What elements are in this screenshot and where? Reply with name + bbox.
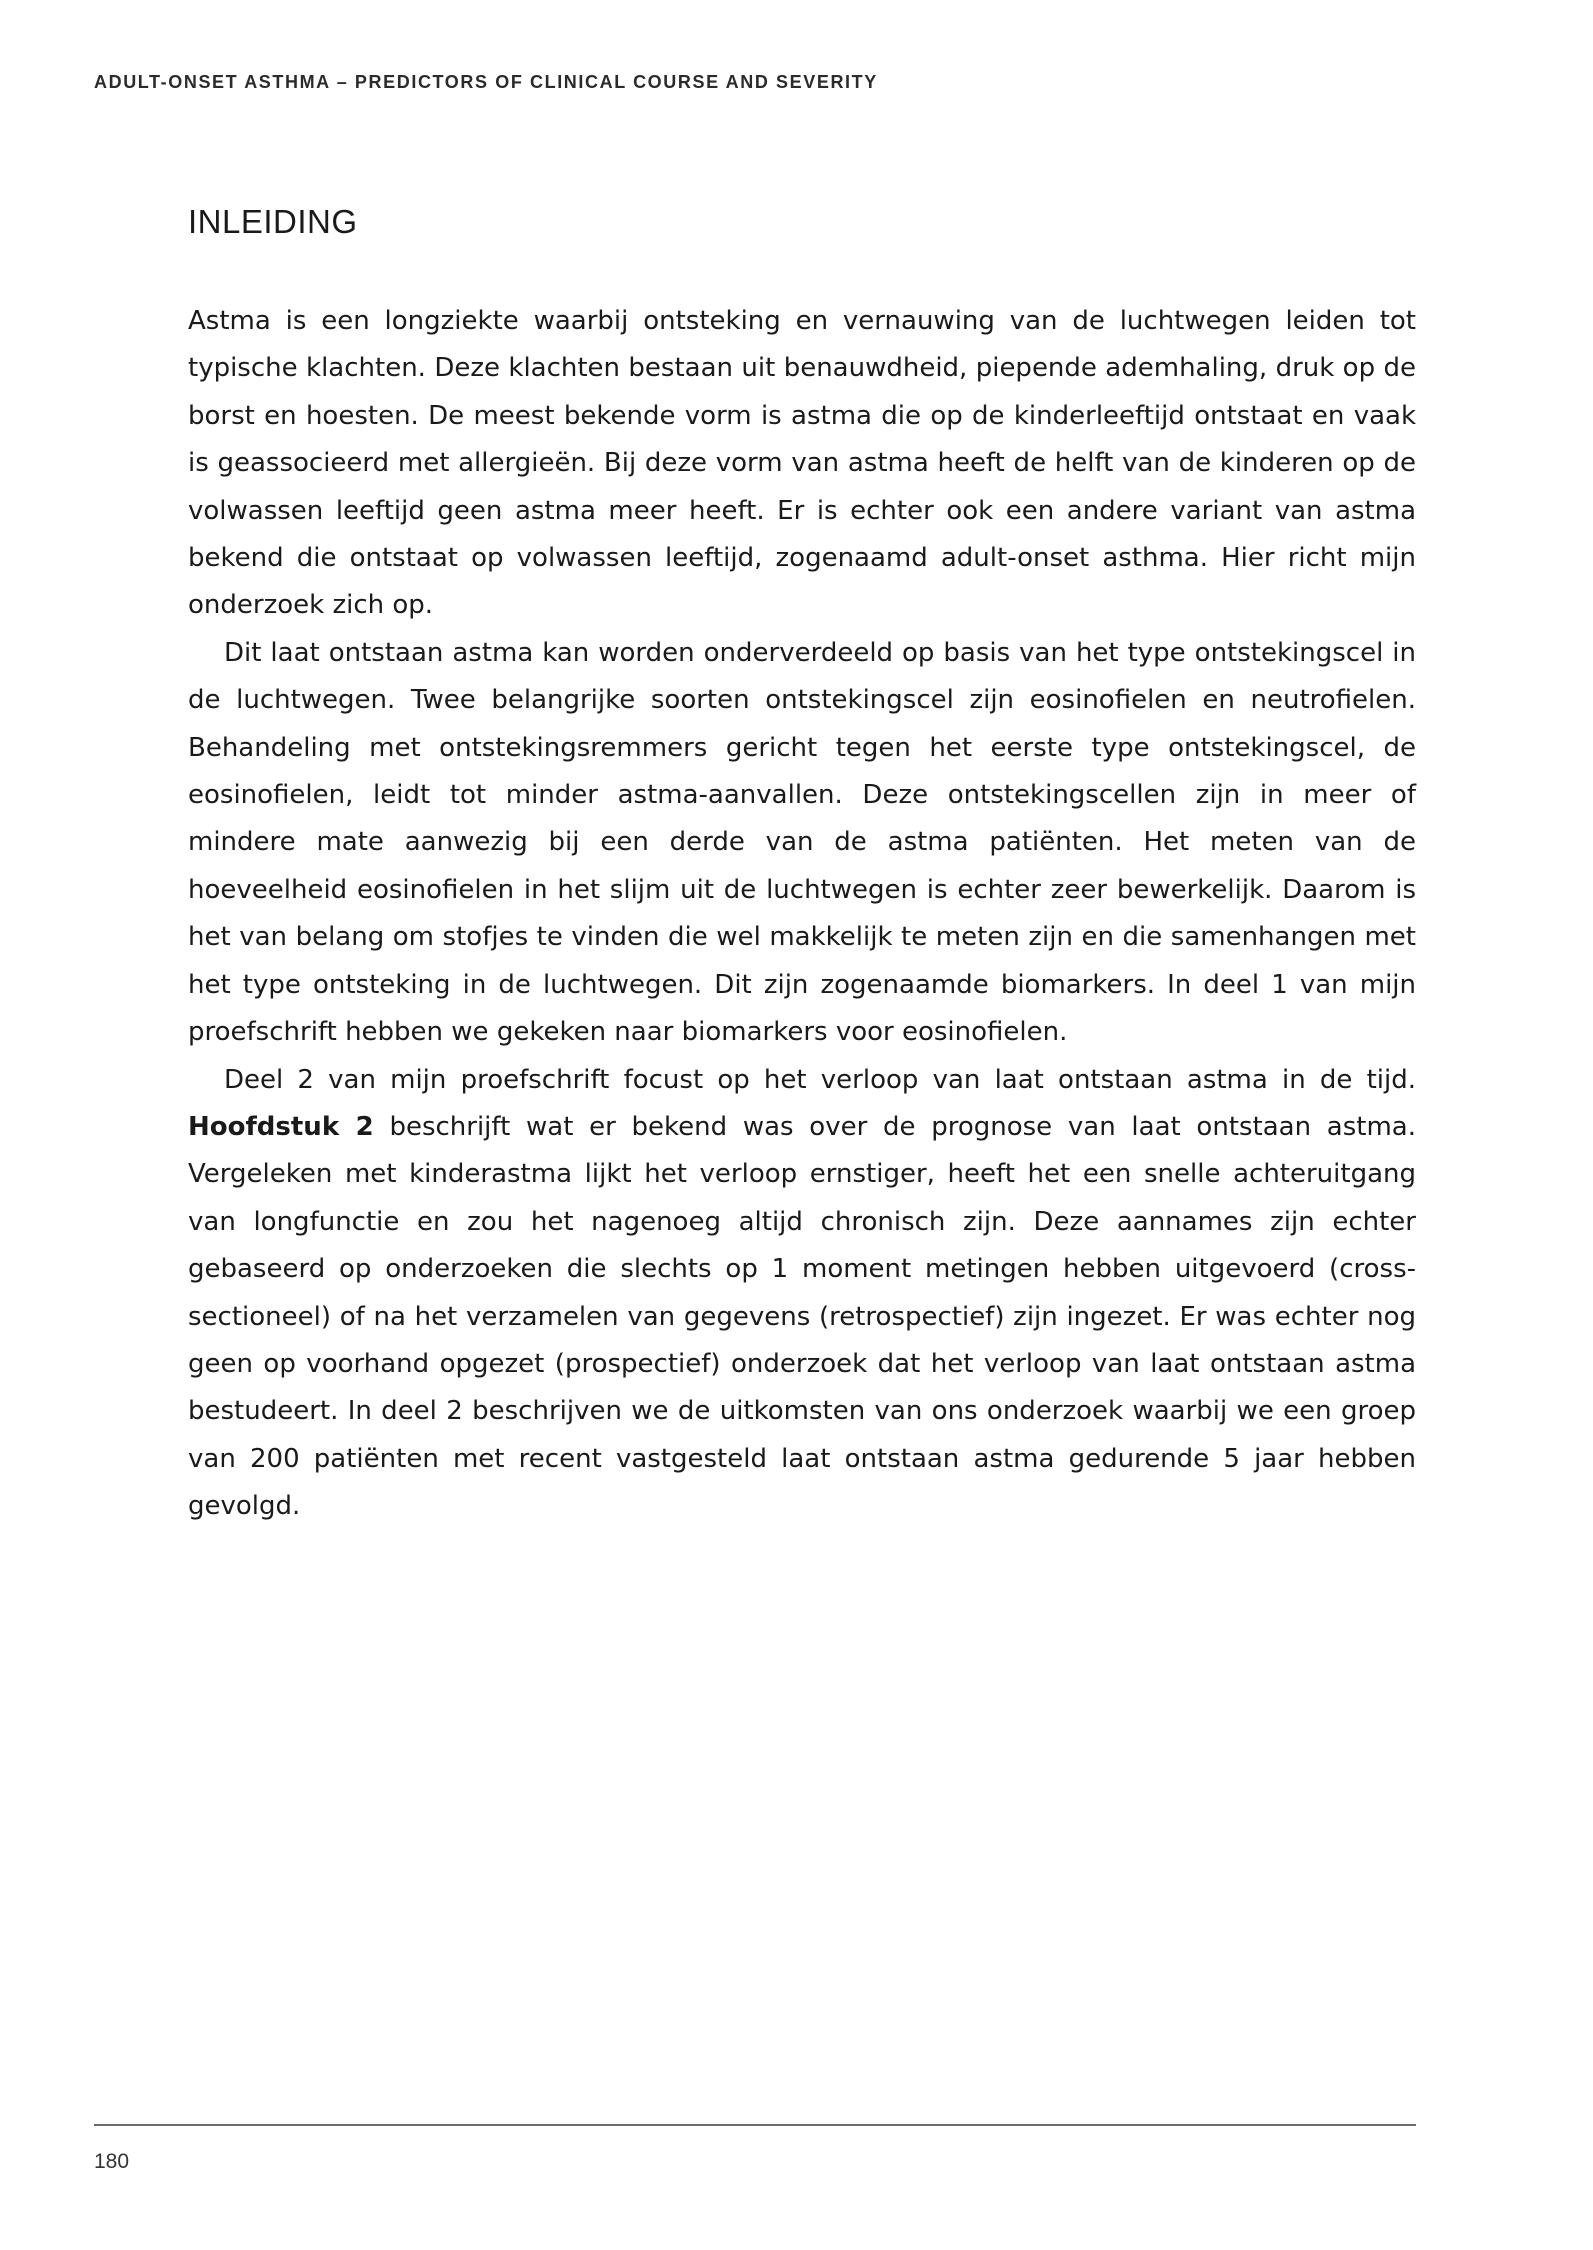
footer-rule xyxy=(94,2124,1416,2126)
paragraph-3 xyxy=(188,1057,1416,1531)
section-title: INLEIDING xyxy=(188,203,358,240)
running-header: ADULT-ONSET ASTHMA – PREDICTORS OF CLINICAL COURSE AND SEVERITY xyxy=(94,72,878,92)
page-number: 180 xyxy=(94,2150,130,2173)
paragraph-3-intro: Deel 2 van mijn proefschrift focust op het verloop van laat ontstaan astma in de tijd. xyxy=(224,1064,1416,1095)
paragraph-3-rest: beschrijft wat er bekend was over de prognose van laat ontstaan astma. Vergeleken met kinderastma lijkt het verloop ernstiger, heeft het een snelle achteruitgang van longfunctie en zou het nagenoeg altijd chronisch zijn. Deze aannames zijn echter gebaseerd op onderzoeken die slechts op 1 moment metingen hebben uitgevoerd (cross-sectioneel) of na het verzamelen van gegevens (retrospectief) zijn ingezet. Er was echter nog geen op voorhand opgezet (prospectief) onderzoek dat het verloop van laat ontstaan astma bestudeert. In deel 2 beschrijven we de uitkomsten van ons onderzoek waarbij we een groep van 200 patiënten met recent vastgesteld laat ontstaan astma gedurende 5 jaar hebben gevolgd. xyxy=(188,1111,1416,1522)
body-text xyxy=(188,298,1416,1531)
paragraph-2: Dit laat ontstaan astma kan worden onderverdeeld op basis van het type ontstekingscel in de luchtwegen. Twee belangrijke soorten ontstekingscel zijn eosinofielen en neutrofielen. Behandeling met ontstekingsremmers gericht tegen het eerste type ontstekingscel, de eosinofielen, leidt tot minder astma-aanvallen. Deze ontstekingscellen zijn in meer of mindere mate aanwezig bij een derde van de astma patiënten. Het meten van de hoeveelheid eosinofielen in het slijm uit de luchtwegen is echter zeer bewerkelijk. Daarom is het van belang om stofjes te vinden die wel makkelijk te meten zijn en die samenhangen met het type ontsteking in de luchtwegen. Dit zijn zogenaamde biomarkers. In deel 1 van mijn proefschrift hebben we gekeken naar biomarkers voor eosinofielen. xyxy=(188,637,1416,1048)
paragraph-1: Astma is een longziekte waarbij ontsteking en vernauwing van de luchtwegen leiden tot typische klachten. Deze klachten bestaan uit benauwdheid, piepende ademhaling, druk op de borst en hoesten. De meest bekende vorm is astma die op de kinderleeftijd ontstaat en vaak is geassocieerd met allergieën. Bij deze vorm van astma heeft de helft van de kinderen op de volwassen leeftijd geen astma meer heeft. Er is echter ook een andere variant van astma bekend die ontstaat op volwassen leeftijd, zogenaamd adult-onset asthma. Hier richt mijn onderzoek zich op. xyxy=(188,306,1416,621)
chapter-reference: Hoofdstuk 2 xyxy=(188,1111,374,1142)
